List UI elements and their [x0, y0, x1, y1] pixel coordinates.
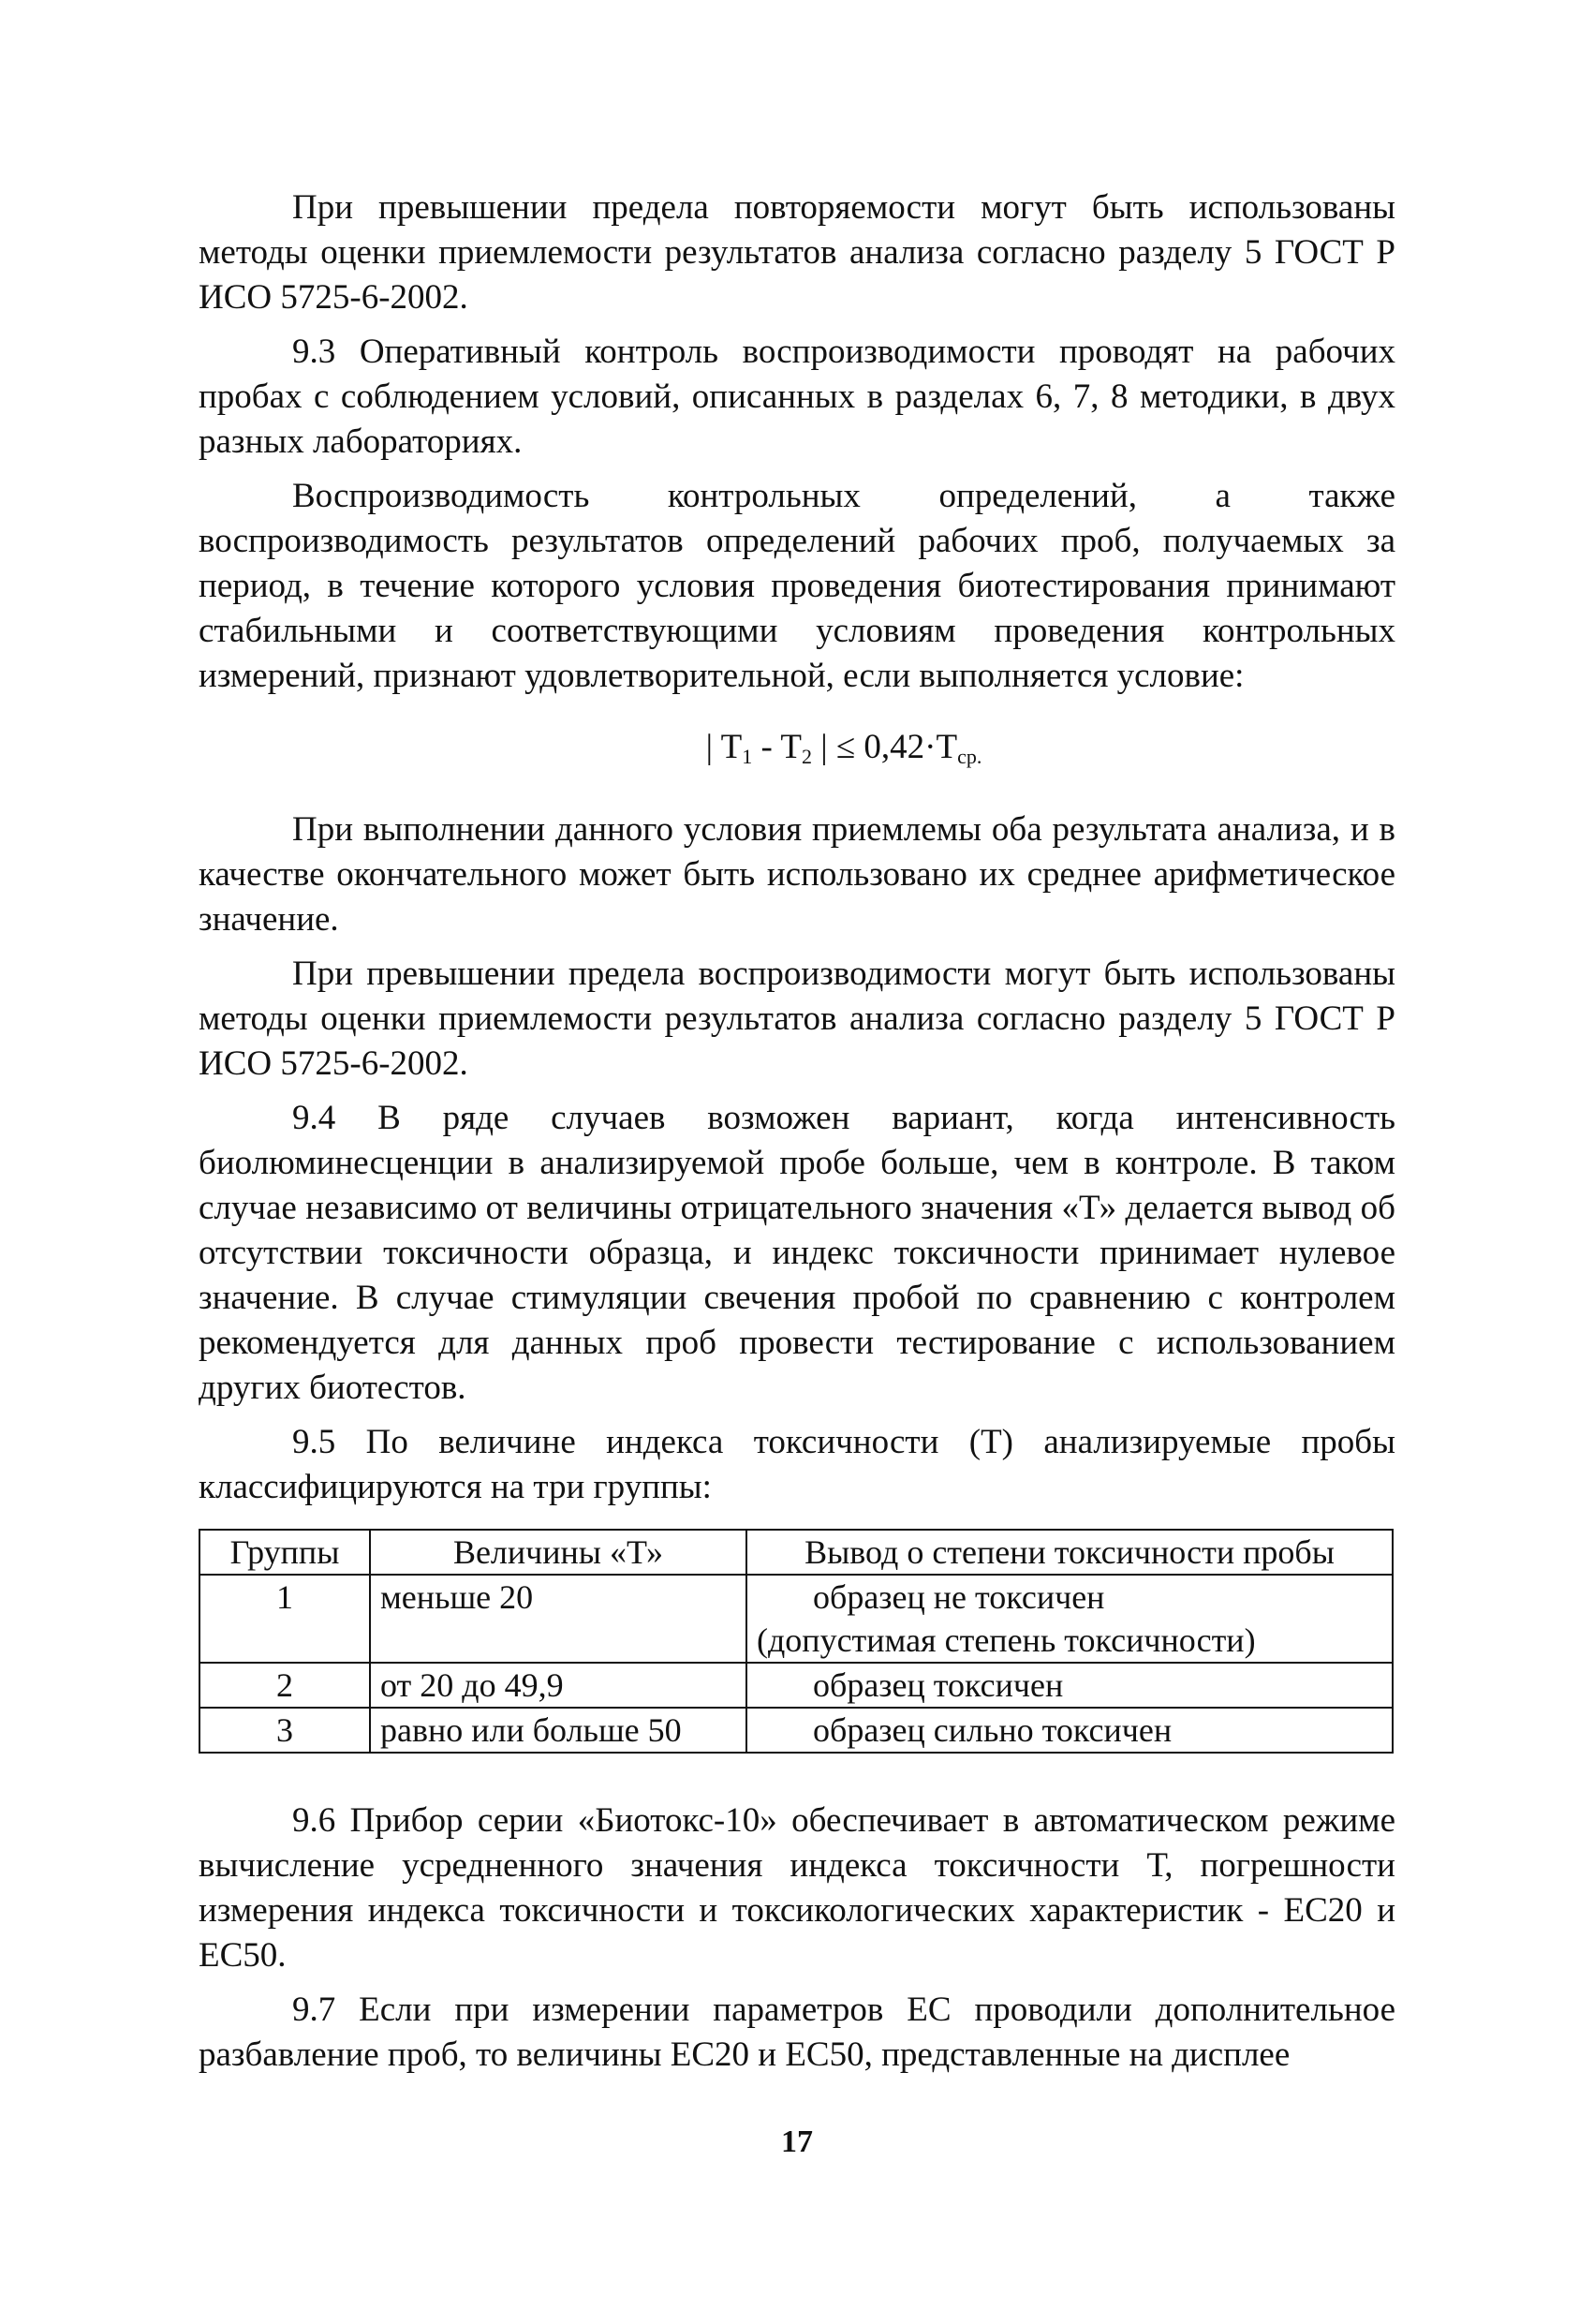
cell-value: равно или больше 50 — [370, 1708, 746, 1753]
header-values: Величины «Т» — [370, 1530, 746, 1575]
cell-group: 1 — [199, 1575, 370, 1663]
formula-part: | ≤ 0,42·T — [811, 728, 958, 766]
paragraph-9-4: 9.4 В ряде случаев возможен вариант, когда интенсивность биолюминесценции в анализируемой пробе больше, чем в контроле. В таком случае независимо от величины отрицательного значения «Т» делается вывод об отсутствии токсичности образца, и индекс токсичности принимает нулевое значение. В случае стимуляции свечения пробой по сравнению с контролем рекомендуется для данных проб провести тестирование с использованием других биотестов. — [199, 1099, 1395, 1407]
verdict-text: образец сильно токсичен — [813, 1711, 1173, 1749]
cell-verdict — [746, 1575, 1393, 1663]
paragraph-acceptance: При выполнении данного условия приемлемы оба результата анализа, и в качестве окончательного может быть использовано их среднее арифметическое значение. — [199, 810, 1395, 939]
formula-subscript: 1 — [742, 745, 753, 768]
text-column — [199, 185, 1395, 2087]
page-number: 17 — [781, 2124, 813, 2159]
cell-value: от 20 до 49,9 — [370, 1663, 746, 1708]
paragraph-9-7: 9.7 Если при измерении параметров ЕС проводили дополнительное разбавление проб, то величины ЕС20 и ЕС50, представленные на дисплее — [199, 1991, 1395, 2074]
header-verdict: Вывод о степени токсичности пробы — [746, 1530, 1393, 1575]
formula-subscript: ср. — [957, 745, 982, 768]
paragraph-9-3: 9.3 Оперативный контроль воспроизводимости проводят на рабочих пробах с соблюдением условий, описанных в разделах 6, 7, 8 методики, в двух разных лабораториях. — [199, 333, 1395, 461]
table-row — [199, 1663, 1393, 1708]
table-row — [199, 1708, 1393, 1753]
formula-part: | T — [705, 728, 743, 766]
reproducibility-formula — [199, 725, 1395, 779]
paragraph-9-6: 9.6 Прибор серии «Биотокс-10» обеспечивает в автоматическом режиме вычисление усредненного значения индекса токсичности Т, погрешности измерения индекса токсичности и токсикологических характеристик - ЕС20 и ЕС50. — [199, 1801, 1395, 1975]
cell-value: меньше 20 — [370, 1575, 746, 1663]
cell-verdict — [746, 1708, 1393, 1753]
paragraph-repeatability-exceed: При превышении предела повторяемости могут быть использованы методы оценки приемлемости результатов анализа согласно разделу 5 ГОСТ Р ИСО 5725-6-2002. — [199, 188, 1395, 317]
paragraph-reproducibility-condition: Воспроизводимость контрольных определений, а также воспроизводимость результатов определений рабочих проб, получаемых за период, в течение которого условия проведения биотестирования принимают стабильными и соответствующими условиям проведения контрольных измерений, признают удовлетворительной, если выполняется условие: — [199, 477, 1395, 695]
paragraph-9-5: 9.5 По величине индекса токсичности (Т) анализируемые пробы классифицируются на три группы: — [199, 1423, 1395, 1506]
header-groups: Группы — [199, 1530, 370, 1575]
verdict-text: образец не токсичен — [813, 1578, 1105, 1616]
verdict-text: образец токсичен — [813, 1666, 1064, 1704]
formula-subscript: 2 — [801, 745, 812, 768]
table-header-row — [199, 1530, 1393, 1575]
cell-group: 2 — [199, 1663, 370, 1708]
table-row — [199, 1575, 1393, 1663]
paragraph-reproducibility-exceed: При превышении предела воспроизводимости могут быть использованы методы оценки приемлемости результатов анализа согласно разделу 5 ГОСТ Р ИСО 5725-6-2002. — [199, 955, 1395, 1083]
cell-group: 3 — [199, 1708, 370, 1753]
toxicity-groups-table — [199, 1529, 1394, 1754]
verdict-extra-text: (допустимая степень токсичности) — [757, 1621, 1256, 1659]
after-table-section — [199, 1799, 1395, 2078]
cell-verdict — [746, 1663, 1393, 1708]
formula-part: - T — [752, 728, 802, 766]
